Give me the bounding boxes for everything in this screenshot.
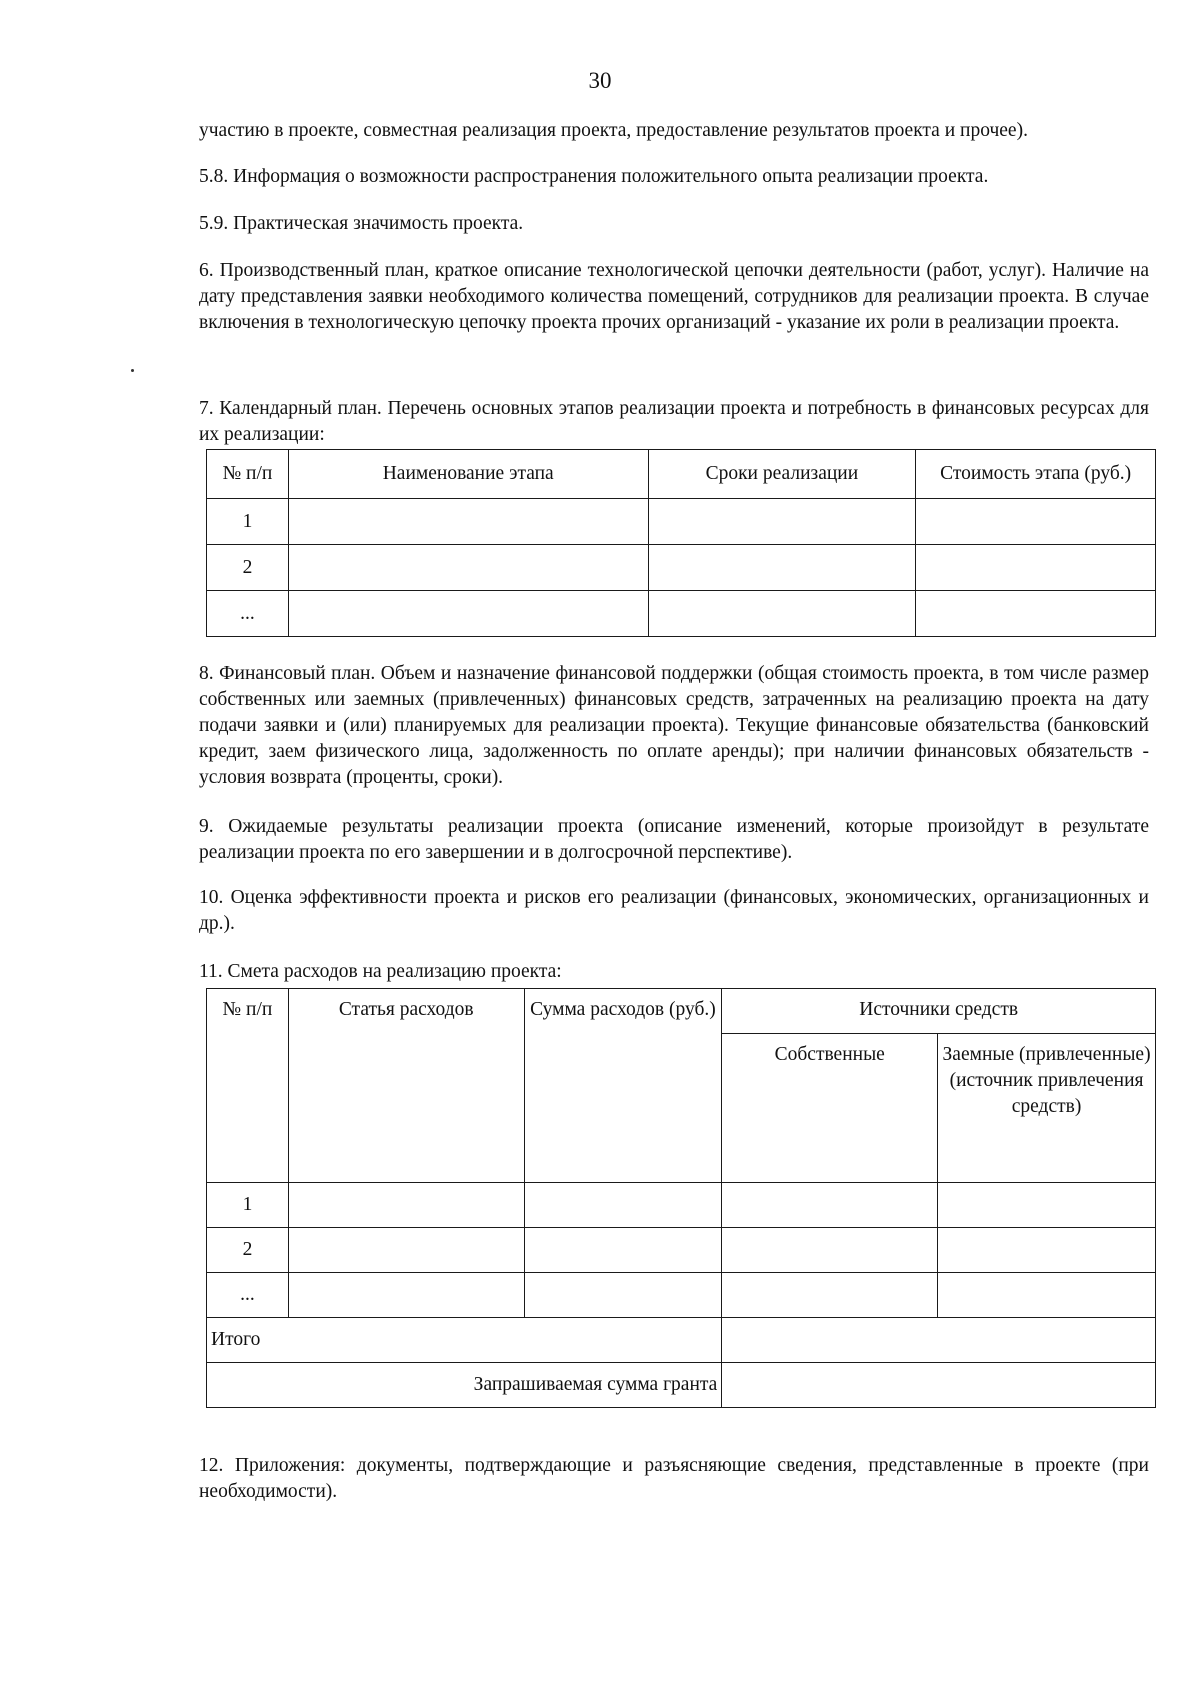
row-number: 1 [207, 499, 289, 545]
table-row [207, 1183, 1156, 1228]
total-row [207, 1318, 1156, 1363]
paragraph-11: 11. Смета расходов на реализацию проекта: [199, 961, 562, 982]
table-cell [288, 1273, 524, 1318]
row-number: 2 [207, 1228, 289, 1273]
header-expense-sum: Сумма расходов (руб.) [524, 989, 722, 1183]
table-row [207, 591, 1156, 637]
table-header-row [207, 450, 1156, 499]
paragraph-5-8: 5.8. Информация о возможности распространения положительного опыта реализации проекта. [199, 166, 989, 187]
grant-value [722, 1363, 1156, 1408]
table-cell [288, 1183, 524, 1228]
stray-dot [131, 369, 134, 372]
paragraph-9: 9. Ожидаемые результаты реализации проекта (описание изменений, которые произойдут в результате реализации проекта по его завершении и в долгосрочной перспективе). [199, 816, 1149, 863]
table-row [207, 1228, 1156, 1273]
header-stage-name: Наименование этапа [288, 450, 648, 499]
header-expense-item: Статья расходов [288, 989, 524, 1183]
header-dates: Сроки реализации [648, 450, 916, 499]
row-number: 1 [207, 1183, 289, 1228]
table-cell [938, 1273, 1156, 1318]
header-number: № п/п [207, 989, 289, 1183]
row-number: ... [207, 591, 289, 637]
table-cell [916, 591, 1156, 637]
paragraph-6: 6. Производственный план, краткое описание технологической цепочки деятельности (работ, услуг). Наличие на дату представления заявки необходимого количества помещений, сотрудников для реализации проекта. В случае включения в технологическую цепочку проекта прочих организаций - указание их роли в реализации проекта. [199, 260, 1149, 333]
table-cell [288, 545, 648, 591]
table-cell [916, 499, 1156, 545]
page-number: 30 [588, 68, 612, 93]
table-cell [524, 1228, 722, 1273]
grant-row [207, 1363, 1156, 1408]
table-cell [288, 1228, 524, 1273]
paragraph-5-9: 5.9. Практическая значимость проекта. [199, 213, 524, 234]
table-cell [722, 1228, 938, 1273]
table-cell [938, 1228, 1156, 1273]
table-cell [288, 591, 648, 637]
table-cell [722, 1273, 938, 1318]
total-label: Итого [207, 1318, 722, 1363]
header-number: № п/п [207, 450, 289, 499]
table-cell [648, 499, 916, 545]
table-cell [648, 545, 916, 591]
header-stage-cost: Стоимость этапа (руб.) [916, 450, 1156, 499]
row-number: 2 [207, 545, 289, 591]
row-number: ... [207, 1273, 289, 1318]
table-row [207, 545, 1156, 591]
table-cell [722, 1183, 938, 1228]
paragraph-10: 10. Оценка эффективности проекта и рисков его реализации (финансовых, экономических, организационных и др.). [199, 887, 1149, 934]
header-own-funds: Собственные [722, 1034, 938, 1183]
paragraph-8: 8. Финансовый план. Объем и назначение финансовой поддержки (общая стоимость проекта, в том числе размер собственных или заемных (привлеченных) финансовых средств, затраченных на реализацию проекта на дату подачи заявки и (или) планируемых для реализации проекта). Текущие финансовые обязательства (банковский кредит, заем физического лица, задолженность по оплате аренды); при наличии финансовых обязательств - условия возврата (проценты, сроки). [199, 663, 1149, 788]
table-row [207, 1273, 1156, 1318]
grant-label: Запрашиваемая сумма гранта [207, 1363, 722, 1408]
table-header-row [207, 989, 1156, 1034]
paragraph-continuation: участию в проекте, совместная реализация проекта, предоставление результатов проекта и прочее). [199, 120, 1028, 141]
table-cell [938, 1183, 1156, 1228]
total-value [722, 1318, 1156, 1363]
table-cell [524, 1273, 722, 1318]
calendar-plan-table [206, 449, 1156, 637]
header-funding-sources: Источники средств [722, 989, 1156, 1034]
table-cell [288, 499, 648, 545]
budget-table [206, 988, 1156, 1408]
table-cell [524, 1183, 722, 1228]
paragraph-12: 12. Приложения: документы, подтверждающие и разъясняющие сведения, представленные в проекте (при необходимости). [199, 1455, 1149, 1502]
table-row [207, 499, 1156, 545]
paragraph-7: 7. Календарный план. Перечень основных этапов реализации проекта и потребность в финансовых ресурсах для их реализации: [199, 398, 1149, 445]
table-cell [916, 545, 1156, 591]
header-borrowed-funds: Заемные (привлеченные) (источник привлечения средств) [938, 1034, 1156, 1183]
table-cell [648, 591, 916, 637]
